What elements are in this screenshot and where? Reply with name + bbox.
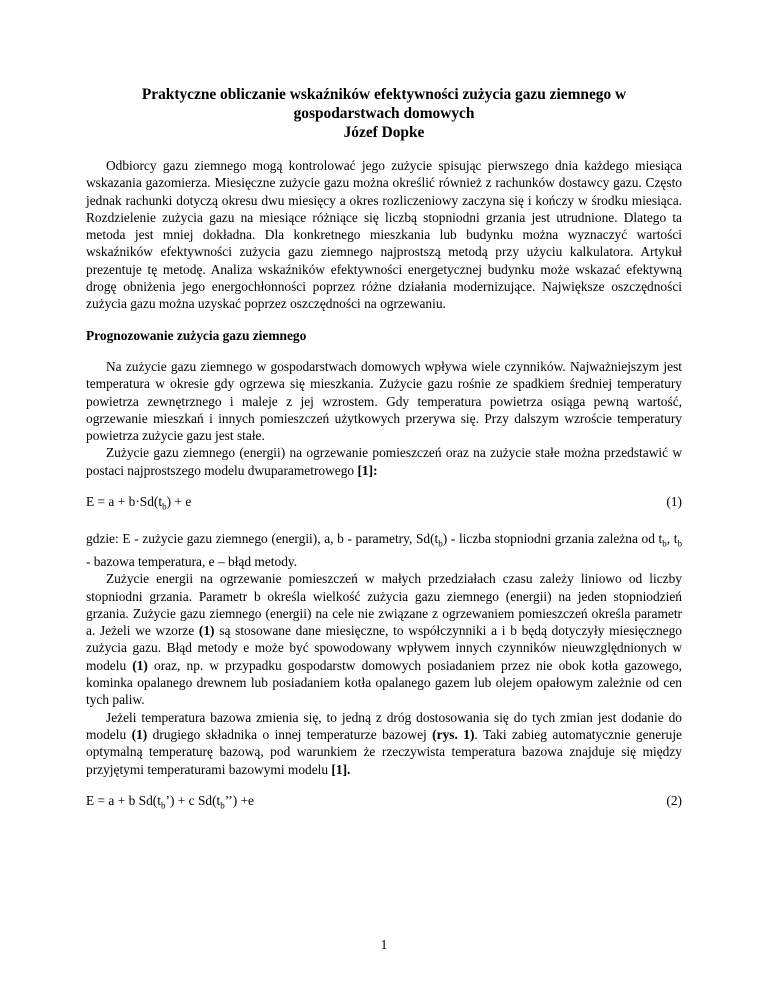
- equation-1-number: (1): [666, 494, 682, 510]
- where-paragraph: gdzie: E - zużycie gazu ziemnego (energii), a, b - parametry, $Sd(t_b)$ - liczba stopniodni grzania zależna od $t_b$, $t_b$ - bazowa temperatura, e – błąd metody.: [86, 531, 682, 569]
- section-heading: Prognozowanie zużycia gazu ziemnego: [86, 327, 307, 343]
- equation-ref: (1): [132, 657, 148, 673]
- paragraph-text: Jeżeli temperatura bazowa zmienia się, to jedną z dróg dostosowania się do tych zmian jest dodanie do modelu: [86, 709, 682, 742]
- equation-1-formula: $E = a + b\cdot Sd(t_b) + e$: [86, 494, 192, 512]
- equation-ref: (1): [198, 623, 215, 639]
- equation-1: [86, 493, 682, 516]
- body-paragraph-3: [86, 570, 682, 708]
- citation-ref: [1]:: [357, 462, 378, 478]
- paragraph-text: Zużycie energii na ogrzewanie pomieszczeń w małych przedziałach czasu zależy liniowo od liczby stopniodni grzania. Parametr b określa wielkość zużycia gazu ziemnego (energii) na jeden stopniodzień grzania. Zużycie gazu ziemnego (energii) na cele nie związane z ogrzewaniem pomieszczeń określa parametr a. Jeżeli we wzorze: [86, 571, 682, 639]
- abstract-paragraph: Odbiorcy gazu ziemnego mogą kontrolować jego zużycie spisując pierwszego dnia każdego miesiąca wskazania gazomierza. Miesięczne zużycie gazu można określić również z rachunków dostawcy gazu. Często jednak rachunki dotyczą okresu dwu miesięcy a okres rozliczeniowy zaczyna się i kończy w środku miesiąca. Rozdzielenie zużycia gazu na miesiące różniące się liczbą stopniodni grzania jest utrudnione. Dlatego ta metoda jest mniej dokładna. Dla konkretnego mieszkania lub budynku można wyznaczyć wartości wskaźników efektywności zużycia gazu ziemnego najprostszą metodą przy użyciu kalkulatora. Artykuł prezentuje tę metodę. Analiza wskaźników efektywności energetycznej budynku może wskazać efektywną drogę obniżenia jego energochłonności poprzez różne działania modernizujące. Największe oszczędności zużycia gazu można uzyskać poprzez oszczędności na ogrzewaniu.: [86, 158, 682, 312]
- title-line-1: Praktyczne obliczanie wskaźników efektywności zużycia gazu ziemnego w: [141, 86, 627, 103]
- paragraph-text: drugiego składnika o innej temperaturze bazowej: [147, 726, 433, 742]
- title-line-2: gospodarstwach domowych: [293, 105, 475, 122]
- citation-ref: [1].: [331, 761, 351, 777]
- equation-ref: (1): [131, 726, 148, 742]
- body-paragraph-1: Na zużycie gazu ziemnego w gospodarstwach domowych wpływa wiele czynników. Najważniejszym jest temperatura w okresie gdy ogrzewa się mieszkania. Zużycie gazu rośnie ze spadkiem średniej temperatury powietrza zewnętrznego i maleje z jej wzrostem. Gdy temperatura powietrza osiąga pewną wartość, ogrzewanie mieszkań i innych pomieszczeń użytkowych przerywa się. Przy dalszym wzroście temperatury powietrza zużycie gazu jest stałe.: [86, 358, 682, 444]
- page-number: 1: [380, 937, 388, 952]
- figure-ref: (rys. 1): [432, 726, 475, 742]
- paragraph-text: są stosowane dane miesięczne, to współczynniki a i b będą dotyczyły miesięcznego zużycia gazu. Błąd metody e może być spowodowany wpływem innych czynników nieuwzględnionych w modelu: [86, 623, 682, 673]
- document-page: [86, 85, 682, 829]
- paragraph-text: . Taki zabieg automatycznie generuje optymalną temperaturę bazową, pod warunkiem że rzeczywista temperatura bazowa znajduje się między przyjętymi temperaturami bazowymi modelu: [86, 726, 682, 777]
- paragraph-text: oraz, np. w przypadku gospodarstw domowych posiadaniem przez nie obok kotła gazowego, kominka opalanego drewnem lub posiadaniem kotła opalanego gazem lub olejem opałowym zależnie od cen tych paliw.: [86, 657, 682, 708]
- paragraph-text: Zużycie gazu ziemnego (energii) na ogrzewanie pomieszczeń oraz na zużycie stałe można przedstawić w postaci najprostszego modelu dwuparametrowego: [86, 445, 682, 478]
- body-paragraph-4: [86, 709, 682, 778]
- equation-2: [86, 792, 682, 815]
- author-name: Józef Dopke: [343, 124, 425, 141]
- equation-2-number: (2): [666, 792, 682, 808]
- equation-2-formula: E = a + b $Sd(t_b’) + c$ $Sd(t_b’’) +e$: [86, 792, 254, 811]
- document-title: [86, 85, 682, 142]
- body-paragraph-2: [86, 444, 682, 479]
